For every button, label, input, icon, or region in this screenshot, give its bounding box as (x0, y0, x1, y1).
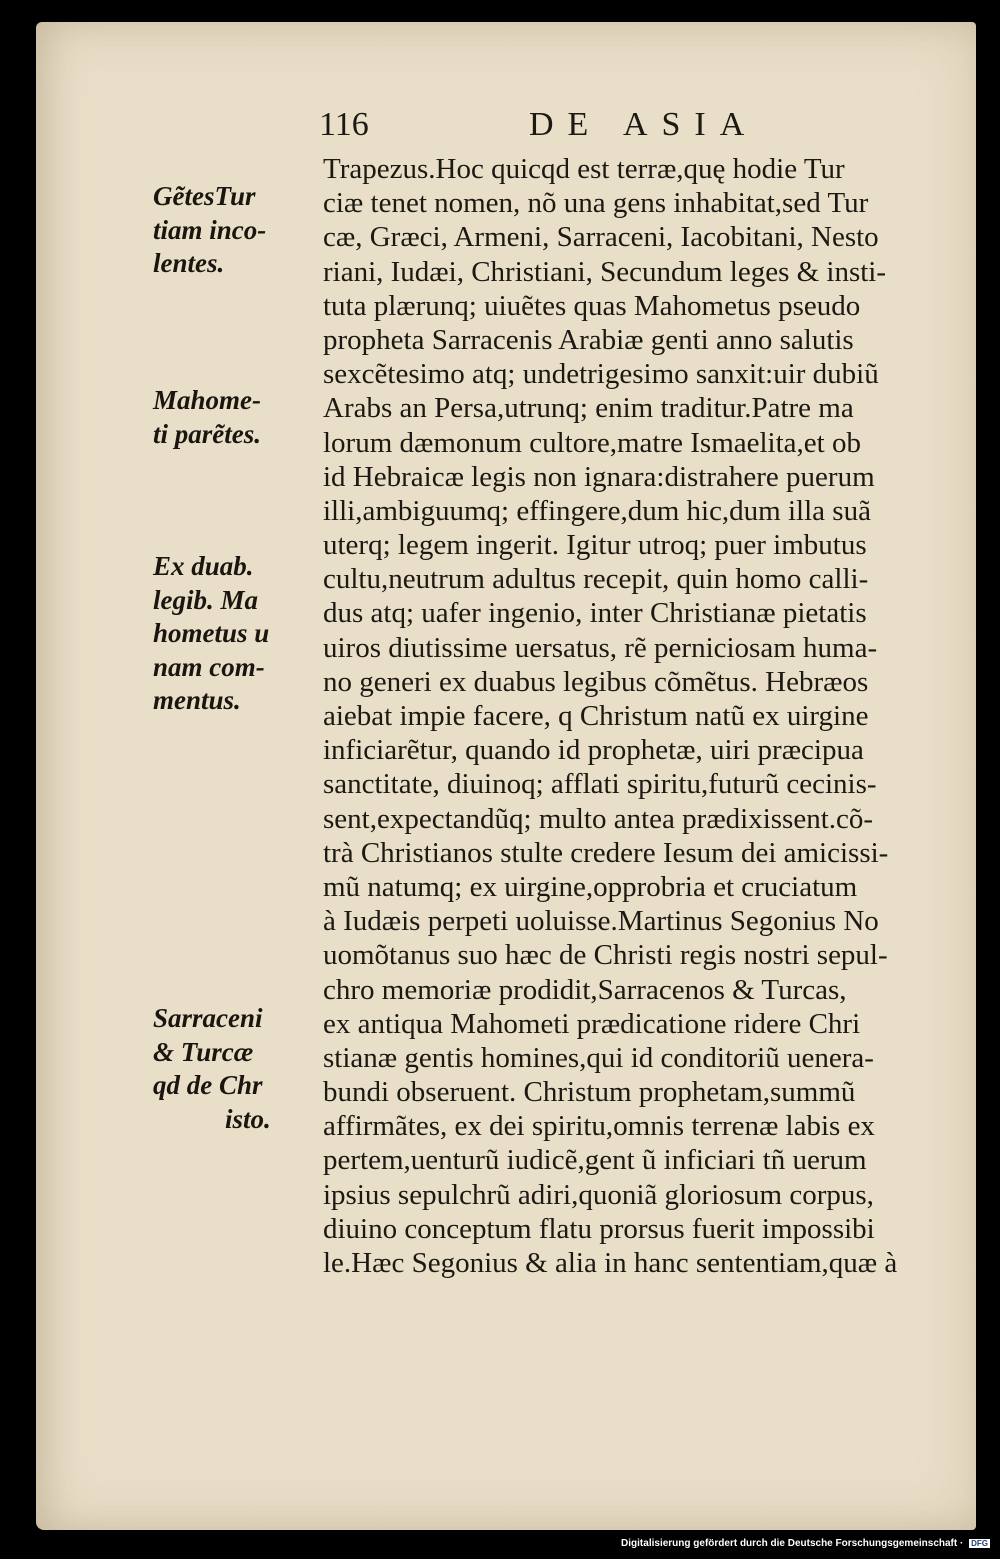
text-line: ciæ tenet nomen, nõ una gens inhabitat,sed Tur (323, 187, 869, 220)
marginal-note-line: hometus u (153, 618, 270, 648)
marginal-note-line: legib. Ma (153, 584, 258, 615)
text-line: dus atq; uafer ingenio, inter Christianæ pietatis (323, 597, 867, 630)
text-line: id Hebraicæ legis non ignara:distrahere puerum (323, 460, 875, 493)
text-line: sanctitate, diuinoq; afflati spiritu,futurũ cecinis- (323, 768, 877, 801)
text-line: uterq; legem ingerit. Igitur utroq; puer imbutus (323, 529, 867, 562)
text-line: mũ natumq; ex uirgine,opprobria et cruciatum (323, 870, 858, 903)
text-line: ex antiqua Mahometi prædicatione ridere Chri (323, 1007, 861, 1040)
text-line: Trapezus.Hoc quicqd est terræ,quę hodie Tur (323, 153, 845, 185)
text-line: chro memoriæ prodidit,Sarracenos & Turcas, (323, 973, 847, 1006)
marginal-note-line: & Turcæ (153, 1036, 254, 1067)
marginal-note-line: Sarraceni (153, 1003, 263, 1033)
text-line: uiros diutissime uersatus, rẽ perniciosam huma- (323, 631, 878, 664)
body-text (323, 152, 983, 1280)
marginal-note-line: GẽtesTur (153, 181, 256, 211)
marginal-note-line: Ex duab. (153, 551, 254, 581)
marginal-note-line: Mahome- (153, 385, 261, 415)
marginal-note (153, 550, 288, 718)
text-line: ipsius sepulchrũ adiri,quoniã gloriosum corpus, (323, 1178, 874, 1211)
digitization-credit: Digitalisierung gefördert durch die Deutsche Forschungsgemeinschaft · DFG (621, 1538, 988, 1549)
dfg-logo-icon: DFG (971, 1538, 988, 1548)
text-line: bundi obseruent. Christum prophetam,summũ (323, 1076, 856, 1109)
marginal-note-line: ti parẽtes. (153, 418, 261, 449)
text-line: sexcẽtesimo atq; undetrigesimo sanxit:uir dubiũ (323, 358, 879, 391)
text-line: diuino conceptum flatu prorsus fuerit impossibi (323, 1212, 875, 1245)
text-line: propheta Sarracenis Arabiæ genti anno salutis (323, 323, 854, 356)
credit-text: Digitalisierung gefördert durch die Deutsche Forschungsgemeinschaft (621, 1538, 958, 1549)
text-line: tuta plærunq; uiuẽtes quas Mahometus pseudo (323, 289, 861, 322)
text-line: sent,expectandũq; multo antea prædixissent.cõ- (323, 802, 874, 835)
marginal-note-line: mentus. (153, 685, 241, 715)
text-line: cæ, Græci, Armeni, Sarraceni, Iacobitani, Nesto (323, 221, 879, 254)
text-line: lorum dæmonum cultore,matre Ismaelita,et ob (323, 426, 861, 459)
text-line: à Iudæis perpeti uoluisse.Martinus Segonius No (323, 905, 879, 938)
running-head (319, 106, 759, 156)
marginal-note-line: isto. (225, 1103, 271, 1134)
text-line: affirmãtes, ex dei spiritu,omnis terrenæ labis ex (323, 1110, 875, 1143)
marginal-note (153, 180, 288, 281)
text-line: le.Hæc Segonius & alia in hanc sententiam,quæ à (323, 1247, 898, 1279)
book-page (36, 22, 976, 1530)
text-line: aiebat impie facere, q Christum natũ ex uirgine (323, 700, 869, 732)
text-line: trà Christianos stulte credere Iesum dei amicissi- (323, 836, 889, 869)
running-title: DE ASIA (529, 106, 759, 143)
marginal-note-line: tiam inco- (153, 214, 267, 245)
marginal-note (153, 1002, 288, 1136)
page-number: 116 (319, 106, 369, 143)
text-line: pertem,uenturũ iudicẽ,gent ũ inficiari tñ uerum (323, 1144, 867, 1177)
text-line: no generi ex duabus legibus cõmẽtus. Hebræos (323, 665, 869, 698)
marginal-note (153, 384, 288, 451)
text-line: cultu,neutrum adultus recepit, quin homo calli- (323, 563, 869, 596)
text-line: stianæ gentis homines,qui id conditoriũ uenera- (323, 1041, 874, 1074)
marginal-note-line: qd de Chr (153, 1070, 263, 1100)
text-line: uomõtanus suo hæc de Christi regis nostri sepul- (323, 939, 888, 972)
text-line: Arabs an Persa,utrunq; enim traditur.Patre ma (323, 392, 854, 425)
marginal-note-line: nam com- (153, 651, 265, 682)
text-line: illi,ambiguumq; effingere,dum hic,dum illa suã (323, 494, 871, 527)
marginal-note-line: lentes. (153, 248, 225, 278)
text-line: inficiarẽtur, quando id prophetæ, uiri præcipua (323, 734, 864, 767)
text-line: riani, Iudæi, Christiani, Secundum leges & insti- (323, 255, 887, 288)
